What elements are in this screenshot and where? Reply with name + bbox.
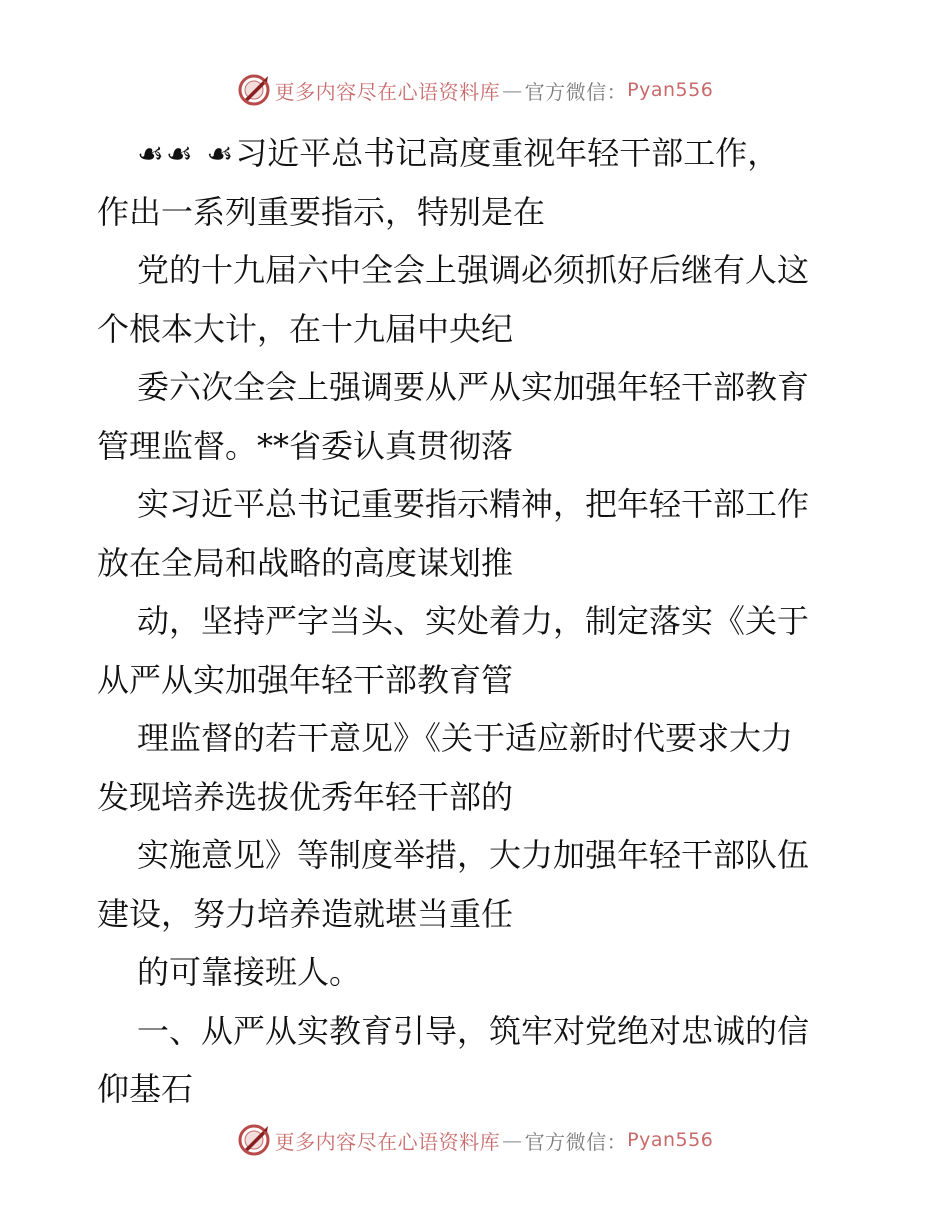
banner-wechat-label: 官方微信：	[524, 79, 628, 104]
decorative-glyphs-icon: ☙☙ ☙	[137, 137, 236, 172]
paragraph-line: 从严从实加强年轻干部教育管	[97, 660, 514, 699]
banner-wechat-label: 官方微信：	[524, 1129, 628, 1154]
footer-watermark-banner	[0, 1120, 950, 1160]
paragraph-line: 党的十九届六中全会上强调必须抓好后继有人这	[137, 251, 810, 289]
quill-logo-icon	[237, 1123, 271, 1157]
banner-wechat-id: Pyan556	[627, 79, 714, 101]
section-heading-line: 一、从严从实教育引导，筑牢对党绝对忠诚的信	[137, 1011, 810, 1050]
line-text: 习近平总书记高度重视年轻干部工作，	[235, 134, 780, 172]
paragraph-line: 建设，努力培养造就堪当重任	[97, 894, 514, 933]
paragraph-line: 作出一系列重要指示，特别是在	[97, 192, 546, 231]
banner-site-text: 更多内容尽在心语资料库	[274, 79, 501, 104]
paragraph-line: 实施意见》等制度举措，大力加强年轻干部队伍	[137, 836, 810, 874]
paragraph-line: 管理监督。**省委认真贯彻落	[97, 426, 514, 465]
paragraph-line: 个根本大计，在十九届中央纪	[97, 309, 514, 348]
paragraph-line: 理监督的若干意见》《关于适应新时代要求大力	[137, 719, 794, 757]
quill-logo-icon	[237, 73, 271, 107]
paragraph-line	[97, 124, 857, 183]
header-watermark-banner	[0, 70, 950, 110]
paragraph-line: 放在全局和战略的高度谋划推	[97, 543, 514, 582]
paragraph-line: 的可靠接班人。	[137, 953, 362, 991]
banner-dash: —	[502, 78, 523, 102]
paragraph-line: 动，坚持严字当头、实处着力，制定落实《关于	[137, 602, 810, 640]
paragraph-line: 委六次全会上强调要从严从实加强年轻干部教育	[137, 368, 810, 406]
banner-wechat-id: Pyan556	[627, 1129, 714, 1151]
document-body	[97, 124, 857, 1119]
banner-dash: —	[502, 1128, 523, 1152]
paragraph-line: 发现培养选拔优秀年轻干部的	[97, 777, 514, 816]
paragraph-line: 实习近平总书记重要指示精神，把年轻干部工作	[137, 485, 810, 523]
banner-site-text: 更多内容尽在心语资料库	[274, 1129, 501, 1154]
section-heading-line: 仰基石	[97, 1070, 194, 1108]
